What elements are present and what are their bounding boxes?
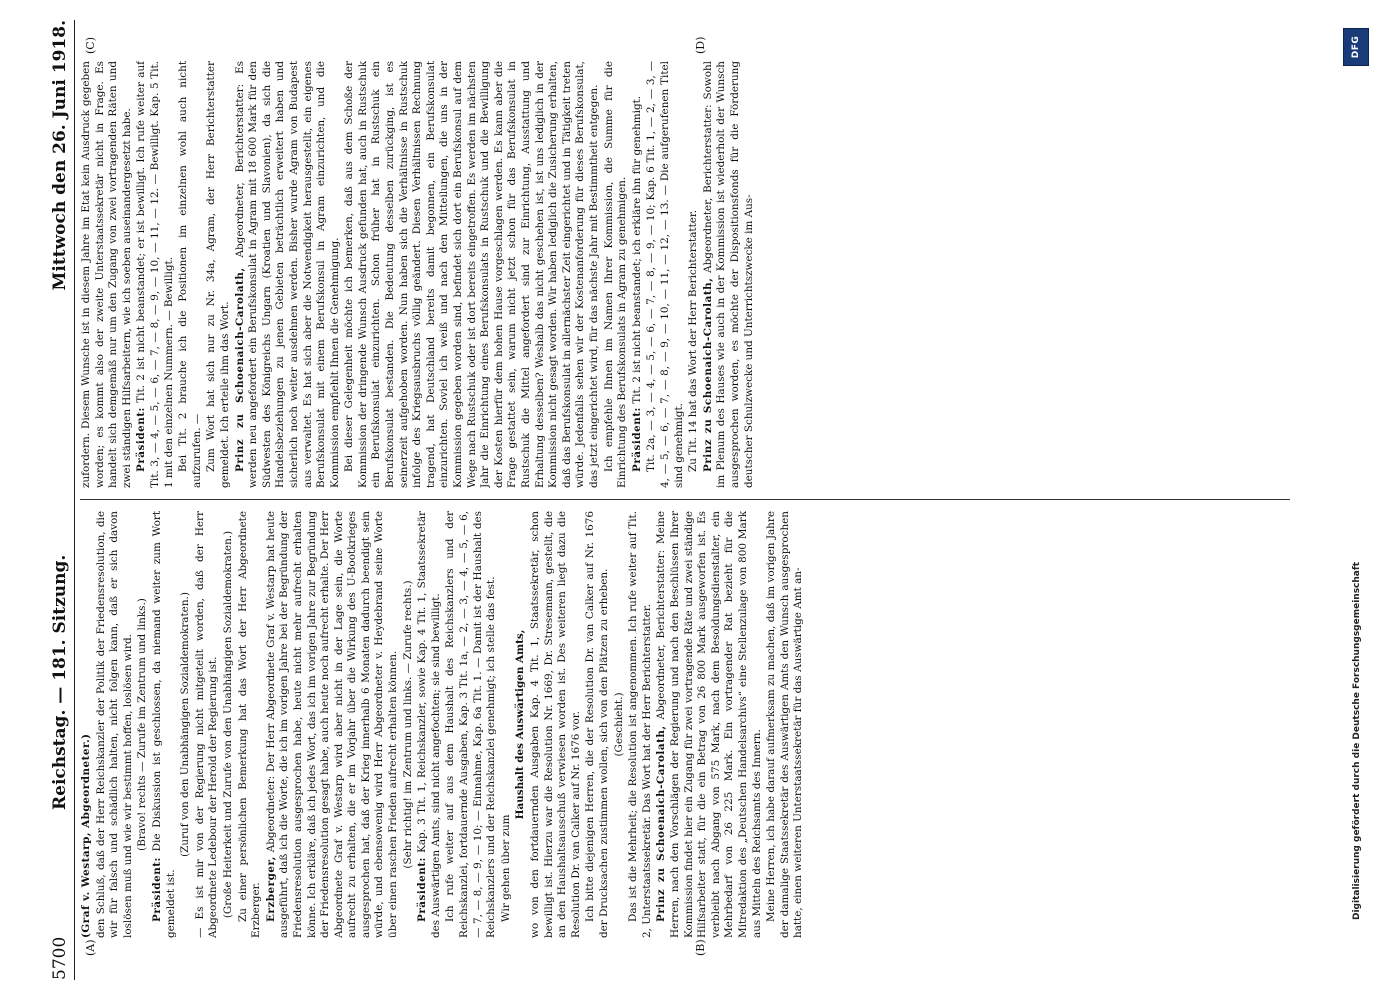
- reaction: (Große Heiterkeit und Zurufe von den Unabhängigen Sozialdemokraten.): [221, 530, 234, 919]
- reaction: (Sehr richtig! im Zentrum und links. — Zurufe rechts.): [401, 580, 414, 869]
- column-divider: [80, 499, 1290, 500]
- paragraph: Meine Herren, ich habe darauf aufmerksam zu machen, daß im vorigen Jahre der damalige Staatssekretär des Auswärtigen Amts den Wunsch ausgesprochen hatte, einen weiteren Unterstaatssekretär für das Auswärtige Amt an-: [765, 511, 805, 938]
- speaker-line: (Graf v. Westarp, Abgeordneter.): [80, 733, 92, 938]
- paragraph: Bei Tit. 2 brauche ich die Positionen im einzelnen wohl auch nicht aufzurufen. —: [177, 61, 203, 488]
- session-title: Reichstag. — 181. Sitzung.: [50, 554, 70, 810]
- page-number: 5700: [50, 936, 70, 980]
- section-heading: Haushalt des Auswärtigen Amts,: [514, 629, 527, 820]
- running-header: [42, 20, 75, 980]
- paragraph: Prinz zu Schoenaich-Carolath, Abgeordneter, Berichterstatter: Sowohl im Plenum des Hauses wie auch in der Kommission ist wiederholt der Wunsch ausgesprochen worden, es möchte der Dispositionsfonds für die Förderung deutscher Schulzwecke und Unterrichtszwecke im Aus-: [701, 61, 755, 488]
- paragraph: Ich empfehle Ihnen im Namen Ihrer Kommission, die Summe für die Einrichtung des Berufskonsulats in Agram zu genehmigen.: [602, 61, 629, 488]
- paragraph: wo von den fortdauernden Ausgaben Kap. 4 Tit. 1, Staatssekretär, schon bewilligt ist. Hierzu war die Resolution Nr. 1669, Dr. Stresemann, gestellt, die an den Haushaltsausschuß verwiesen worden ist. Des weiteren liegt dazu die Resolution Dr. van Calker auf Nr. 1676 vor.: [529, 511, 582, 938]
- paragraph: Präsident: Tit. 2 ist nicht beanstandet; er ist bewilligt. Ich rufe weiter auf Tit. 3, — 4, — 5, — 6, — 7, — 8, — 9, — 10, — 11, — 12. — Bewilligt. Kap. 5 Tit. 1 mit den einzelnen Nummern. — Bewilligt.: [135, 61, 175, 488]
- margin-marker-a: (A): [84, 939, 97, 956]
- paragraph: Bei dieser Gelegenheit möchte ich bemerken, daß aus dem Schoße der Kommission der dringende Wunsch Ausdruck gefunden hat, auch in Rustschuk ein Berufskonsulat einzurichten. Schon früher hat in Rustschuk ein Berufskonsulat bestanden. Die Bedeutung desselben zurückging, ist es seinerzeit aufgehoben worden. Nun haben sich die Verhältnisse in Rustschuk infolge des Kriegsausbruchs völlig geändert. Diesen Verhältnissen Rechnung tragend, hat Deutschland bereits damit begonnen, ein Berufskonsulat einzurichten. Soviel ich weiß und nach den Mitteilungen, die uns in der Kommission gegeben worden sind, befindet sich dort ein Berufskonsul auf dem Wege nach Rustschuk oder ist dort bereits eingetroffen. Es werden im nächsten Jahr die Einrichtung eines Berufskonsulats in Rustschuk und die Bewilligung der Kosten hierfür dem hohen Hause vorgeschlagen werden. Es kann aber die Frage gestattet sein, warum nicht jetzt schon für das Berufskonsulat in Rustschuk die Mittel angefordert sind zur Einrichtung, Ausstattung und Erhaltung desselben? Weshalb das nicht geschehen ist, ist uns lediglich in der Kommission nicht gesagt worden. Wir haben lediglich die Zusicherung erhalten, daß das Berufskonsulat in allernächster Zeit eingerichtet und in Tätigkeit treten würde. Jedenfalls sehen wir der Kostenanforderung für dieses Berufskonsulat, das jetzt eingerichtet wird, für das nächste Jahr mit Bestimmtheit entgegen.: [343, 61, 600, 488]
- margin-marker-c: (C): [84, 37, 97, 54]
- paragraph: Wir gehen über zum: [499, 814, 512, 922]
- digitization-credit: Digitalisierung gefördert durch die Deutsche Forschungsgemeinschaft: [1352, 561, 1362, 920]
- paragraph: — Es ist mir von der Regierung nicht mitgeteilt worden, daß der Herr Abgeordnete Ledebour der Herold der Regierung ist.: [193, 511, 220, 938]
- paragraph: Prinz zu Schoenaich-Carolath, Abgeordneter, Berichterstatter: Es werden neu angefordert ein Berufskonsulat in Agram mit 18 600 Mark für den Südwesten des Königreichs Ungarn (Kroatien und Slavonien), da sich die Handelsbeziehungen zu jenen Gebieten beträchtlich erweitert haben und sicherlich noch weiter ausdehnen werden. Bisher wurde Agram von Budapest aus verwaltet. Es hat sich aber die Notwendigkeit herausgestellt, ein eigenes Berufskonsulat mit einem Berufskonsul in Agram einzurichten, und die Kommission empfiehlt Ihnen die Genehmigung.: [233, 61, 341, 488]
- text-column-left: [80, 511, 1295, 938]
- margin-marker-b: (B): [694, 939, 707, 956]
- paragraph: Präsident: Tit. 2 ist nicht beanstandet; ich erkläre ihn für genehmigt.: [630, 95, 643, 472]
- text-column-right: [80, 61, 1295, 488]
- paragraph: Zu Tit. 14 hat das Wort der Herr Berichterstatter.: [687, 209, 700, 472]
- paragraph: Präsident: Kap. 3 Tit. 1, Reichskanzler, sowie Kap. 4 Tit. 1, Staatssekretär des Auswärtigen Amts, sind nicht angefochten; sie sind bewilligt.: [416, 511, 442, 938]
- dfg-logo: DFG: [1343, 28, 1369, 66]
- paragraph: Zum Wort hat sich nur zu Nr. 34a, Agram, der Herr Berichterstatter gemeldet. Ich erteile ihm das Wort.: [205, 61, 231, 488]
- margin-marker-d: (D): [694, 36, 707, 54]
- session-date: Mittwoch den 26. Juni 1918.: [50, 20, 70, 291]
- paragraph: zufordern. Diesem Wunsche ist in diesem Jahre im Etat kein Ausdruck gegeben worden; es kommt also der zweite Unterstaatssekretär nicht in Frage. Es handelt sich demgemäß nur um den Zugang von zwei vortragenden Räten und zwei ständigen Hilfsarbeitern, wie ich soeben auseinandergesetzt habe.: [80, 61, 133, 488]
- paragraph: Tit. 2a, — 3, — 4, — 5, — 6, — 7, — 8, — 9, — 10; Kap. 6 Tit. 1, — 2, — 3, — 4, — 5, — 6, — 7, — 8, — 9, — 10, — 11, — 12, — 13. — Die aufgerufenen Titel sind genehmigt.: [645, 61, 685, 488]
- paragraph: Prinz zu Schoenaich-Carolath, Abgeordneter, Berichterstatter: Meine Herren, nach den Vorschlägen der Regierung und nach den Beschlüssen Ihrer Kommission findet hier ein Zugang für zwei vortragende Räte und zwei ständige Hilfsarbeiter statt, für die ein Betrag von 26 800 Mark ausgeworfen ist. Es verbleibt nach Abgang von 575 Mark, nach dem Besoldungsdienstalter, ein Mehrbedarf von 26 225 Mark. Ein vortragender Rat bezieht für die Mitredaktion des „Deutschen Handelsarchivs“ eine Stellenzulage von 800 Mark aus Mitteln des Reichsamts des Innern.: [655, 511, 763, 938]
- paragraph: Erzberger, Abgeordneter: Der Herr Abgeordnete Graf v. Westarp hat heute ausgeführt, daß ich die Worte, die ich im vorigen Jahre bei der Begründung der Friedensresolution ausgesprochen habe, heute nicht mehr aufrecht erhalten könne. Ich erkläre, daß ich jedes Wort, das ich im vorigen Jahre zur Begründung der Friedensresolution gesagt habe, auch heute noch aufrecht erhalte. Der Herr Abgeordnete Graf v. Westarp wird aber nicht in der Lage sein, die Worte aufrecht zu erhalten, die er im Vorjahr über die Wirkung des U-Bootkrieges ausgesprochen hat, daß der Krieg innerhalb 6 Monaten dadurch beendigt sein würde, und ebensowenig wird Herr Abgeordneter v. Heydebrand seine Worte über einen raschen Frieden aufrecht erhalten können.: [264, 511, 400, 938]
- paragraph: den Schluß, daß der Herr Reichskanzler der Politik der Friedensresolution, die wir für falsch und schädlich halten, nicht folgen kann, daß er sich davon loslösen muß und wie wir bestimmt hoffen, loslösen wird.: [94, 511, 134, 938]
- paragraph: Ich bitte diejenigen Herren, die der Resolution Dr. van Calker auf Nr. 1676 der Drucksachen zustimmen wollen, sich von den Plätzen zu erheben.: [584, 511, 610, 938]
- reaction: (Bravo! rechts — Zurufe im Zentrum und links.): [136, 598, 149, 851]
- paragraph: Präsident: Die Diskussion ist geschlossen, da niemand weiter zum Wort gemeldet ist.: [150, 511, 177, 938]
- reaction: (Zuruf von den Unabhängigen Sozialdemokraten.): [179, 592, 192, 857]
- paragraph: Das ist die Mehrheit; die Resolution ist angenommen. Ich rufe weiter auf Tit. 2, Unterstaatssekretär. Das Wort hat der Herr Berichterstatter.: [627, 511, 653, 938]
- paragraph: Ich rufe weiter auf aus dem Haushalt des Reichskanzlers und der Reichskanzlei, fortdauernde Ausgaben, Kap. 3 Tit. 1a, — 2, — 3, — 4, — 5, — 6, — 7, — 8, — 9, — 10; — Einnahme, Kap. 6a Tit. 1. — Damit ist der Haushalt des Reichskanzlers und der Reichskanzlei genehmigt; ich stelle das fest.: [444, 511, 498, 938]
- reaction: (Geschieht.): [612, 692, 625, 757]
- paragraph: Zu einer persönlichen Bemerkung hat das Wort der Herr Abgeordnete Erzberger.: [236, 511, 263, 938]
